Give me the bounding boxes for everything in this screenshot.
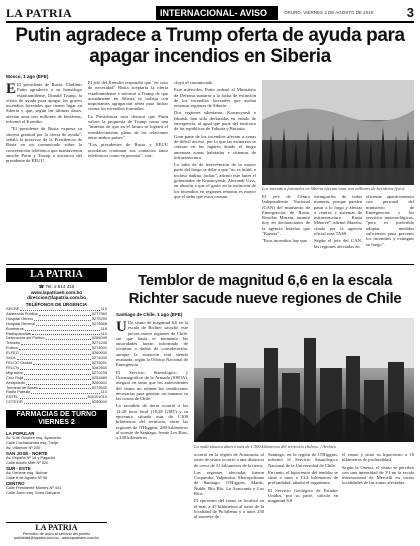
directory-row: [6, 400, 107, 405]
urgent-title: TELÉFONOS DE URGENCIA: [25, 301, 88, 307]
sidebar-brand: LA PATRIA: [6, 268, 107, 282]
lead-paragraph: Según el jefe del CAN, las regiones afectadas en: [314, 238, 362, 249]
leader-dots: [34, 317, 91, 321]
lead-dateline: Moscú, 1 ago (EFE): [6, 74, 49, 79]
lead-paragraph: Este miércoles, Putin ordenó al Ministerio de Defensa sumarse a la lucha de extinción de los incendios forestales que asolan extensas regiones de Siberia.: [174, 87, 256, 109]
directory-number: 5262650: [91, 364, 107, 370]
sidebar-phone: ☎ Tel. 2 514 415: [38, 284, 75, 289]
wildfire-photo-caption: Los incendios forestales en Siberia afectan unas tres millones de hectáreas (foto).: [262, 186, 406, 191]
second-article-col3: [268, 452, 338, 504]
directory-number: 5275091: [91, 359, 107, 365]
second-paragraph: El Servicio Geológico de Estados Unidos, por su parte, calculó en magnitud 6,8: [268, 487, 338, 504]
pharmacy-title: FARMACIAS DE TURNO: [16, 411, 97, 418]
section-divider: [6, 264, 414, 265]
lead-paragraph: La Presidencia rusa destacó que Putin valoró la propuesta de Trump como una "muestra de que en el futuro se logrará el restablecimiento pleno de las relaciones entre ambos países".: [88, 113, 168, 140]
second-paragraph: En tanto, el hipocentro del temblor se situó a unos a 13,2 kilómetros de profundidad, añadió el organismo.: [268, 469, 338, 486]
lead-paragraph: Gran parte de los incendios afectan a zonas de difícil acceso, por lo que las esfuerzos se centran en las lugares donde el fuego amenaza zonas habitadas e sistemas de infraestructura.: [174, 133, 256, 160]
pharmacy-item: Av. Villarroel Nº 200: [6, 445, 41, 450]
directory-label: FELCC Ciudad: [6, 359, 33, 365]
second-article-col1: [116, 312, 188, 441]
directory-number: 110: [100, 389, 107, 395]
leader-dots: [33, 361, 91, 365]
directory-number: 5260000: [91, 350, 107, 356]
directory-label: SECRE: [6, 306, 20, 311]
directory-label: Tránsito: [6, 340, 20, 346]
sidebar-email1[interactable]: www.lapatriaen.com.bo: [30, 289, 83, 295]
leader-dots: [36, 322, 91, 326]
second-dateline: Santiago de Chile, 1 ago (EFE): [116, 312, 183, 317]
directory-label: Hospital Obrero: [6, 315, 34, 321]
sidebar-email2[interactable]: direccion@lapatria.com.bo: [27, 295, 86, 301]
leader-dots: [19, 346, 91, 350]
pharmacy-zone: CENTRO: [6, 480, 25, 486]
leader-dots: [24, 371, 91, 375]
directory-label: Policía: [6, 345, 18, 351]
pharmacy-zone: SUR - ESTE: [6, 465, 31, 471]
second-paragraph: Según la Onemi, el sismo se percibió con una intensidad de VI en la escala internacional de Mercalli en varias localidades de las zonas afectadas.: [342, 464, 414, 486]
sidebar-footer: [6, 522, 107, 545]
directory-label: Defensoría del Pueblo: [6, 335, 45, 341]
lead-paragraph: eficiente aparticiamento con personal del ministerio de Emergencias y los servicios meteorológicos, "pero es preferible adoptar medidas suficientes para prevenir los incendios y extinguir su fuego".: [366, 194, 414, 247]
telephone-icon: ☎: [38, 284, 45, 289]
pharmacy-item: Calle 6 de Agosto Nº 95: [6, 475, 48, 480]
lead-paragraph: E El presidente de Rusia, Vladímir Putin agradeció a su homólogo estadounidense, Donald Trump, la oferta de ayuda para apagar los graves incendios forestales que tienen lugar en Siberia y que, según las últimas datos, afectan unas tres millones de hectáreas, informó el Kremlin.: [6, 81, 82, 125]
directory-number: 5274040: [91, 355, 107, 361]
directory-label: COTEOR: [6, 399, 23, 405]
forest-fire-image: [262, 80, 414, 185]
second-article-col2: [194, 452, 264, 520]
directory-label: ENTEL: [6, 394, 19, 400]
lead-article-col3: [174, 80, 256, 199]
directory-number: 5279535: [91, 384, 107, 390]
directory-label: SeLA: [6, 355, 16, 361]
lead-article-col5: [314, 194, 362, 249]
footer-tagline: Periódico de oruro al servicio del pueblo: [22, 532, 91, 536]
lead-article-col4: [262, 194, 310, 244]
leader-dots: [25, 327, 100, 331]
leader-dots: [26, 381, 91, 385]
second-paragraph: el sismo y situó su hipocentro a 10 kilómetros de profundidad.: [342, 452, 414, 463]
issue-date: ORURO, VIERNES 2 DE AGOSTO DE 2019: [284, 10, 374, 15]
lead-paragraph: "Esos incendios hay que: [262, 238, 307, 244]
directory-label: Cruz Roja: [6, 374, 24, 380]
leader-dots: [24, 400, 91, 404]
directory-number: 800101010: [87, 394, 107, 400]
page-number: 3: [406, 5, 414, 20]
directory-number: 110: [100, 306, 107, 311]
section-label: INTERNACIONAL- AVISO: [156, 6, 278, 20]
directory-number: 5284049: [91, 335, 107, 341]
lead-paragraph: Dos regiones siberianas, Krasnoyarsk e Irkutsk, han sido declaradas en estado de emergencia, al igual que parte del territorio de las repúblicas de Yakutia y Buriatia.: [174, 110, 256, 132]
leader-dots: [21, 341, 91, 345]
lead-article-col2: [88, 80, 168, 158]
pharmacy-item: Av. España Nº 18 y Pagador: [6, 455, 56, 461]
directory-number: 5276666: [91, 320, 107, 326]
directory-label: Radiopatrullas: [6, 330, 31, 336]
directory-number: 110: [100, 330, 107, 336]
second-paragraph: La sacudida de tierra ocurrió a las 14:28 hora local (18.28 GMT) y su epicentro situado más de 1.300 kilómetros del territorio, entre las regiones de O'Higgins, 280 kilómetros al sureste de Santiago, frente Los Ríos, a 330 kilómetros: [116, 403, 188, 441]
second-article-col4-text: [342, 452, 414, 486]
second-paragraph: ocurrió en la región de Araucanía, al oeste de sismo ocurrió a una distancia de cerca de 31 kilómetros de la tierra.: [194, 452, 264, 468]
second-paragraph: Las regiones afectadas fueron Coquimbo, Valparaíso, Metropolitana de Santiago, O'Higgins, Maule, Ñuble, Bío Bío, La Araucanía y Los Ríos.: [194, 469, 264, 497]
directory-label: Migración: [6, 369, 23, 375]
pharmacy-item: Calle Presidente Montes Nº 441: [6, 485, 62, 491]
second-paragraph: U Un sismo de magnitud 6,6 en la escala de Richter sacudió este jueves nueve regiones de Chile, sin que hasta el momento las autoridades hayan informado de víctimas o daños de consideración, aunque la situación está siendo evaluada, según la Oficina Nacional de Emergencia.: [116, 319, 188, 368]
directory-label: Bomberos: [6, 325, 24, 331]
directory-number: 5271240: [91, 340, 107, 346]
footer-brand: LA PATRIA: [35, 523, 78, 532]
directory-number: 5250000: [91, 399, 107, 405]
directory-label: ELFEO: [6, 350, 19, 356]
wildfire-photo: [262, 80, 414, 185]
urgent-directory: [6, 307, 107, 405]
sidebar-contacts: [6, 284, 107, 307]
lead-paragraph: extinguirlos de todas maneras, porque pueden pasar a lo largo y afectar a centros y sistemas de infraestructura Kasta Ménevé", afirmó Mazein, citado por la agencia oficial rusa TASS.: [314, 194, 362, 237]
pharmacy-list: [6, 431, 107, 496]
leader-dots: [24, 376, 91, 380]
lead-paragraph: El jefe de Centro Independiente Nacional (CAN) del ministerio de Emergencias de Rusia, Rostilav Mazein, asumió hoy en declaraciones de la agencia Interfax que "Kansas" ...: [262, 194, 310, 237]
footer-contact[interactable]: publicidad@lapatria.com.bo - www.lapatriaen.com.bo: [14, 536, 99, 540]
masthead-logo: LA PATRIA: [6, 6, 72, 20]
lead-paragraph: La falta de de intervención de la mayor parte del fuego se debe a que "no es inútil, e incluso dañina, luchar", afirmó este lunes el gobernador de Krasnoyarsk, Alexandr Usss, en alusión a que el gasto en la extinción de los incendios en regiones remotas es mayor que el daño que estos causan.: [174, 162, 256, 199]
pharmacy-zone: SAN JOSÉ - NORTE: [6, 450, 48, 456]
second-paragraph: El Servicio Sismológico y Oceanográfico de la Armada (SHOA), aseguró en tanto que los antecedentes del sismo no reúnen las condiciones necesarias para generar un tsunami en las costas de Chile.: [116, 369, 188, 402]
pharmacy-item: Av. Dehene esq. Bolívar: [6, 470, 48, 476]
earthquake-photo: [194, 318, 414, 442]
directory-label: Radio Patrulla: [6, 389, 31, 395]
directory-label: Hospital General: [6, 320, 35, 326]
earthquake-photo-caption: La onda sísmica abarcó más de 1.300 kilómetros del territorio chileno. / Archivo: [194, 444, 337, 449]
lead-paragraph: El jefe del Kremlin respondió que "en caso de necesidad" Rusia aceptaría la oferta estadounidense e informó a Trump de que actualmente en Siberia se trabaja con importantes agrupación aérea para luchar contra los incendios forestales.: [88, 80, 168, 112]
directory-label: Aeropuerto: [6, 379, 26, 385]
directory-number: 5277360: [91, 310, 107, 316]
pharmacy-item: Calle Cochabamba esq. Tarija: [6, 440, 58, 446]
lead-paragraph: cluyó el comunicado.: [174, 80, 214, 85]
leader-dots: [46, 336, 91, 340]
pharmacy-item: Av. 6 de Octubre esq. Ayacucho: [6, 435, 62, 441]
directory-number: 5274001: [91, 345, 107, 351]
second-paragraph: Santiago, en la región de O'Higgins, informó el Servicio Sismológico Nacional de la Universidad de Chile.: [268, 452, 338, 468]
pharmacy-item: Calle Junín esq. Soria Galvarro: [6, 490, 61, 495]
second-paragraph: El epicentro del sismo se localizó en el mar, a 47 kilómetros al oeste de la localidad de Pichilemu y a unos 250 al suroeste de: [194, 498, 264, 520]
leader-dots: [20, 366, 91, 370]
lead-headline: Putin agradece a Trump oferta de ayuda para apagar incendios en Siberia: [15, 25, 405, 67]
directory-number: 119: [100, 325, 107, 331]
lead-article-col1: [6, 74, 82, 163]
lead-paragraph: "Los presidentes de Rusia y EEUU acordaron continuar sus contactos tanto telefónicos como en persona", con-: [88, 142, 168, 158]
directory-number: 5254680: [91, 374, 107, 380]
lead-article-col6: [366, 194, 414, 247]
leader-dots: [20, 395, 87, 399]
leader-dots: [20, 351, 91, 355]
pharmacy-day: VIERNES 2: [38, 419, 75, 426]
lead-paragraph: "El presidente de Rusia expresa su sincera gratitud por la oferta de ayuda", señaló la portavoz de la Presidencia de Rusia en un comunicado sobre la conversación telefónica que mantuvieron anoche Putin y Trump a iniciativa del presidente de EEUU.: [6, 126, 82, 164]
pharmacy-item: Calle Adolfo Mier Nº 520: [6, 460, 49, 465]
page-header: [6, 6, 414, 23]
city-skyline-image: [194, 318, 414, 442]
leader-dots: [39, 386, 91, 390]
directory-label: FELCN: [6, 364, 19, 370]
second-headline: Temblor de magnitud 6,6 en la escala Richter sacude nueve regiones de Chile: [128, 272, 402, 307]
leader-dots: [39, 312, 91, 316]
pharmacy-header: [6, 410, 107, 428]
pharmacy-zone: LA POPULAR: [6, 431, 35, 436]
directory-number: 5270239: [91, 369, 107, 375]
directory-label: Terminal de Buses: [6, 384, 39, 390]
directory-label: Asistencia Pública: [6, 310, 38, 316]
directory-number: 5275290: [91, 315, 107, 321]
directory-number: 5260601: [91, 379, 107, 385]
